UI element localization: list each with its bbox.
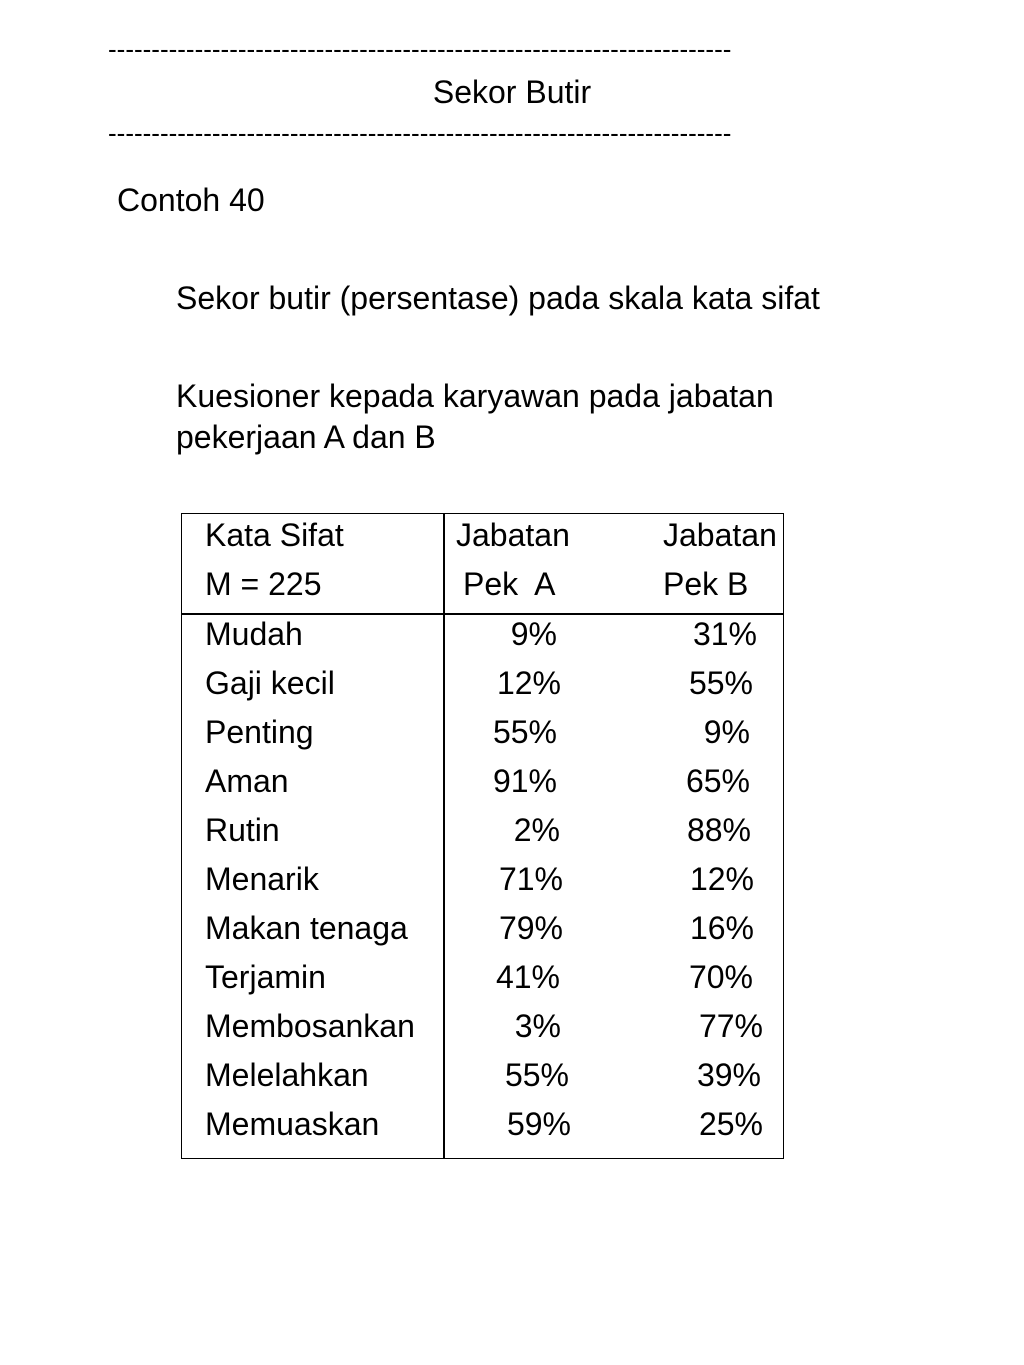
row-value-job-a: 59%	[506, 1106, 571, 1142]
row-value-job-b: 16%	[689, 910, 754, 946]
header-adjective: Kata Sifat	[205, 517, 344, 553]
header-job-b-line2: Pek B	[663, 566, 749, 602]
row-label: Gaji kecil	[205, 665, 335, 701]
top-divider: ------------------------------------------------------------------------	[108, 34, 732, 64]
example-description: Sekor butir (persentase) pada skala kata sifat	[176, 280, 820, 316]
row-value-job-a: 12%	[496, 665, 561, 701]
row-value-job-a: 3%	[514, 1008, 561, 1044]
row-label: Mudah	[205, 616, 303, 652]
row-label: Aman	[205, 763, 289, 799]
row-value-job-b: 55%	[688, 665, 753, 701]
example-context: Kuesioner kepada karyawan pada jabatan pekerjaan A dan B	[176, 378, 774, 455]
row-value-job-a: 91%	[492, 763, 557, 799]
row-value-job-b: 31%	[692, 616, 757, 652]
row-label: Memuaskan	[205, 1106, 380, 1142]
row-label: Terjamin	[205, 959, 326, 995]
row-value-job-a: 9%	[510, 616, 557, 652]
header-sample-size: M = 225	[205, 566, 322, 602]
row-label: Penting	[205, 714, 314, 750]
page-title: Sekor Butir	[432, 74, 592, 110]
row-value-job-a: 55%	[504, 1057, 569, 1093]
row-value-job-b: 39%	[696, 1057, 761, 1093]
row-value-job-b: 65%	[685, 763, 750, 799]
row-value-job-a: 2%	[513, 812, 560, 848]
row-label: Menarik	[205, 861, 319, 897]
example-label: Contoh 40	[117, 182, 265, 218]
row-value-job-b: 77%	[698, 1008, 763, 1044]
row-value-job-a: 41%	[495, 959, 560, 995]
row-value-job-a: 55%	[492, 714, 557, 750]
row-value-job-a: 79%	[498, 910, 563, 946]
row-value-job-b: 25%	[698, 1106, 763, 1142]
bottom-divider: ------------------------------------------------------------------------	[108, 118, 732, 148]
row-value-job-b: 88%	[686, 812, 751, 848]
row-value-job-b: 12%	[689, 861, 754, 897]
row-value-job-a: 71%	[498, 861, 563, 897]
row-label: Rutin	[205, 812, 280, 848]
row-value-job-b: 9%	[703, 714, 750, 750]
row-label: Makan tenaga	[205, 910, 408, 946]
row-label: Melelahkan	[205, 1057, 369, 1093]
row-label: Membosankan	[205, 1008, 415, 1044]
header-job-b-line1: Jabatan	[663, 517, 777, 553]
header-job-a-line1: Jabatan	[456, 517, 570, 553]
row-value-job-b: 70%	[688, 959, 753, 995]
header-job-a-line2: Pek A	[463, 566, 556, 602]
